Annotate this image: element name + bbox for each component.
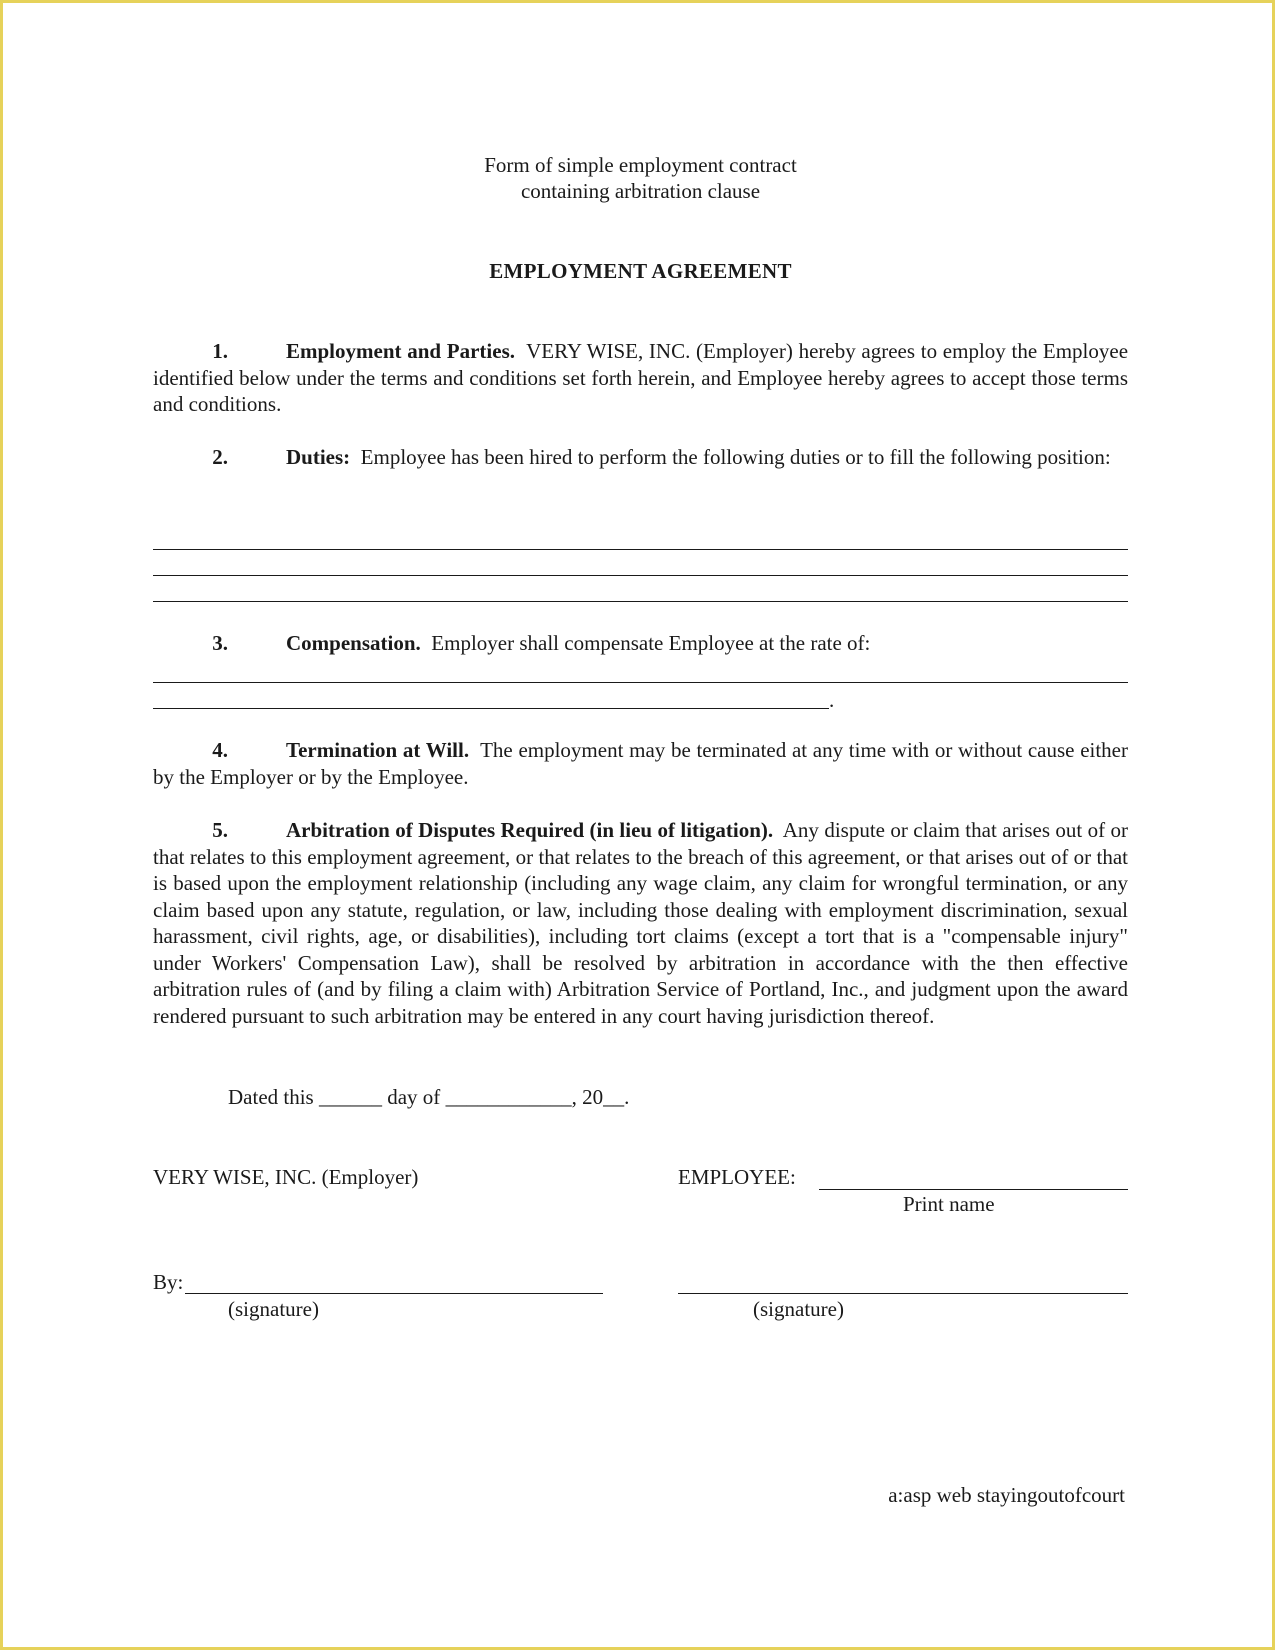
compensation-blank-line-2[interactable] bbox=[153, 708, 829, 709]
by-label: By: bbox=[153, 1270, 184, 1294]
subtitle-line-1: Form of simple employment contract bbox=[484, 153, 797, 177]
section-text: VERY WISE, INC. (Employer) hereby agrees to employ the Employee identified below under the terms and conditions set forth herein, and Employee hereby agrees to accept those terms and conditions. bbox=[153, 339, 1129, 416]
employer-label: VERY WISE, INC. (Employer) bbox=[153, 1165, 419, 1189]
section-heading: Arbitration of Disputes Required (in lieu of litigation). bbox=[286, 818, 774, 842]
dated-middle: day of bbox=[387, 1085, 441, 1109]
compensation-period: . bbox=[829, 688, 835, 712]
dated-line bbox=[228, 1085, 629, 1110]
employee-signature-line[interactable] bbox=[678, 1293, 1128, 1294]
dated-prefix: Dated this bbox=[228, 1085, 314, 1109]
page-title: EMPLOYMENT AGREEMENT bbox=[489, 259, 792, 283]
employee-signature-caption: (signature) bbox=[753, 1297, 844, 1321]
month-blank[interactable]: ____________ bbox=[445, 1085, 572, 1109]
section-employment-and-parties bbox=[153, 338, 1128, 418]
section-text: Employee has been hired to perform the following duties or to fill the following position: bbox=[360, 445, 1111, 469]
section-number: 3. bbox=[212, 631, 228, 655]
print-name-caption: Print name bbox=[903, 1192, 995, 1216]
employer-signature-caption: (signature) bbox=[228, 1297, 319, 1321]
section-arbitration bbox=[153, 817, 1128, 1029]
section-heading: Employment and Parties. bbox=[286, 339, 516, 363]
employer-signature-line[interactable] bbox=[185, 1293, 603, 1294]
section-heading: Compensation. bbox=[286, 631, 421, 655]
compensation-blank-line-1[interactable] bbox=[153, 682, 1128, 683]
duties-blank-line-2[interactable] bbox=[153, 575, 1128, 576]
employee-label: EMPLOYEE: bbox=[678, 1165, 796, 1189]
section-text: Employer shall compensate Employee at the rate of: bbox=[431, 631, 871, 655]
duties-blank-line-1[interactable] bbox=[153, 549, 1128, 550]
employee-print-name-line[interactable] bbox=[819, 1189, 1128, 1190]
section-compensation bbox=[153, 630, 1128, 657]
year-blank[interactable]: , 20__. bbox=[571, 1085, 630, 1109]
section-number: 1. bbox=[212, 339, 228, 363]
duties-blank-line-3[interactable] bbox=[153, 601, 1128, 602]
section-text: Any dispute or claim that arises out of or that relates to this employment agreement, or that relates to the breach of this agreement, or that arises out of or that is based upon the employment relationship (including any wage claim, any claim for wrongful termination, or any claim based upon any statute, regulation, or law, including those dealing with employment discrimination, sexual harassment, civil rights, age, or disabilities), including tort claims (except a tort that is a "compensable injury" under Workers' Compensation Law), shall be resolved by arbitration in accordance with the then effective arbitration rules of (and by filing a claim with) Arbitration Service of Portland, Inc., and judgment upon the award rendered pursuant to such arbitration may be entered in any court having jurisdiction thereof. bbox=[153, 818, 1129, 1028]
section-number: 2. bbox=[212, 445, 228, 469]
section-termination-at-will bbox=[153, 737, 1128, 790]
section-duties bbox=[153, 444, 1128, 471]
section-number: 5. bbox=[212, 818, 228, 842]
subtitle-line-2: containing arbitration clause bbox=[520, 179, 761, 203]
section-heading: Duties: bbox=[286, 445, 351, 469]
section-text: The employment may be terminated at any time with or without cause either by the Employer or by the Employee. bbox=[153, 738, 1128, 789]
day-blank[interactable]: ______ bbox=[318, 1085, 382, 1109]
section-heading: Termination at Will. bbox=[286, 738, 470, 762]
section-number: 4. bbox=[212, 738, 228, 762]
footer-note: a:asp web stayingoutofcourt bbox=[888, 1483, 1125, 1507]
